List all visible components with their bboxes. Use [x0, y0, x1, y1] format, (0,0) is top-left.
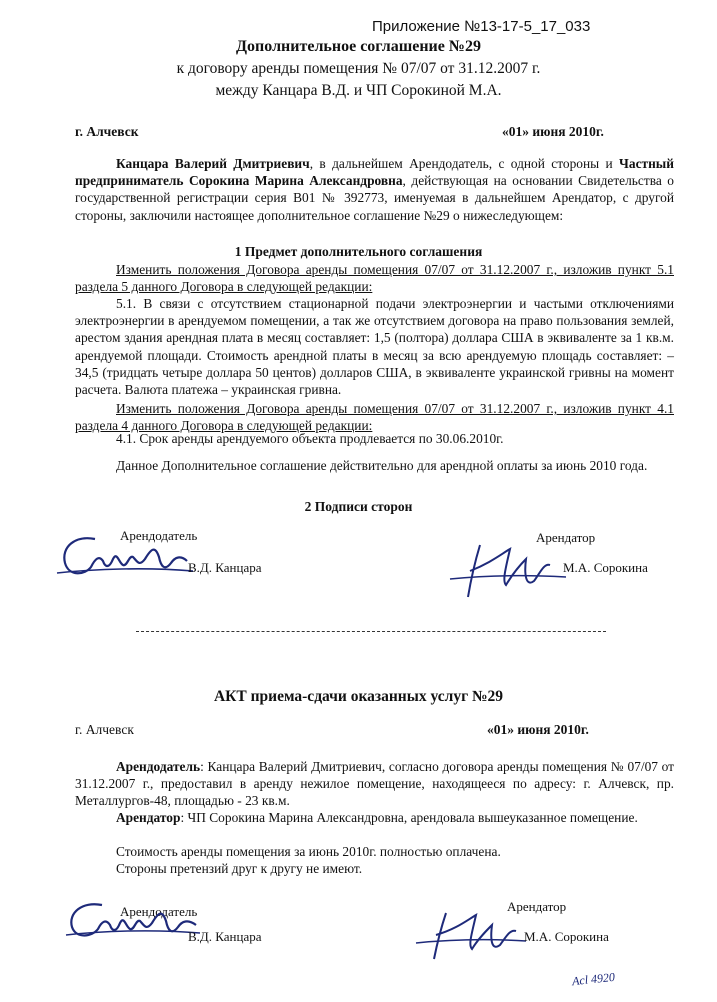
intro-text-2: , действующая на основании Свидетельства о государственной регистрации серия В01 № 392773, именуемая в дальнейшем Арендатор, с другой стороны, заключили настоящее дополнительное соглашение №29 о нижеследующем:	[75, 173, 675, 223]
agreement-subtitle-2: между Канцара В.Д. и ЧП Сорокиной М.А.	[215, 82, 502, 99]
agreement-city: г. Алчевск	[75, 124, 139, 139]
act-landlord-name: В.Д. Канцара	[188, 929, 262, 944]
clause-5-1: 5.1. В связи с отсутствием стационарной подачи электроэнергии и частыми отключениями электроэнергии в арендуемом помещении, а так же отсутствием договора на право пользования землей, арестом здания арендная плата в месяц составляет: 1,5 (полтора) доллара США в эквиваленте за 1 кв.м. арендуемой площади. Стоимость арендной платы в месяц за всю арендуемую площадь составляет: – 34,5 (тридцать четыре доллара 50 центов) долларов США, в эквиваленте украинской гривны на момент расчета. Валюта платежа – украинская гривна.	[75, 296, 674, 398]
act-landlord-label: Арендодатель	[116, 759, 201, 774]
intro-text-1: , в дальнейшем Арендодатель, с одной стороны и	[309, 156, 613, 171]
agreement-date: «01» июня 2010г.	[502, 124, 604, 139]
act-landlord-signature	[62, 895, 202, 955]
section-1-title: 1 Предмет дополнительного соглашения	[234, 244, 483, 259]
act-date: «01» июня 2010г.	[487, 722, 589, 737]
change-clause-2: Изменить положения Договора аренды помещения 07/07 от 31.12.2007 г., изложив пункт 4.1 раздела 4 данного Договора в следующей редакции:	[75, 401, 674, 434]
section-2-title: 2 Подписи сторон	[304, 499, 413, 514]
landlord-sign-label: Арендодатель	[120, 528, 198, 543]
tenant-signature	[440, 535, 570, 605]
act-tenant-name: М.А. Сорокина	[524, 929, 609, 944]
agreement-intro	[75, 155, 674, 224]
agreement-title: Дополнительное соглашение №29	[236, 38, 481, 55]
act-no-claims: Стороны претензий друг к другу не имеют.	[116, 861, 363, 876]
act-tenant-paragraph	[75, 809, 674, 826]
tenant-full-name: Частный предприниматель Сорокина Марина Александровна	[75, 156, 674, 189]
landlord-full-name: Канцара Валерий Дмитриевич	[116, 156, 310, 171]
act-tenant-signature	[410, 905, 530, 965]
agreement-subtitle-1: к договору аренды помещения № 07/07 от 31.12.2007 г.	[176, 60, 541, 77]
act-tenant-sign-label: Арендатор	[507, 899, 567, 914]
act-tenant-label: Арендатор	[116, 810, 181, 825]
clause-4-1: 4.1. Срок аренды арендуемого объекта продлевается по 30.06.2010г.	[116, 431, 504, 446]
act-landlord-text: : Канцара Валерий Дмитриевич, согласно договора аренды помещения № 07/07 от 31.12.2007 г., предоставил в аренду нежилое помещение, находящееся по адресу: г. Алчевск, пр. Металлургов-48, площадью - 23 кв.м.	[75, 759, 674, 809]
landlord-name: В.Д. Канцара	[188, 560, 262, 575]
act-paid-note: Стоимость аренды помещения за июнь 2010г. полностью оплачена.	[116, 844, 501, 859]
change-clause-1: Изменить положения Договора аренды помещения 07/07 от 31.12.2007 г., изложив пункт 5.1 раздела 5 данного Договора в следующей редакции:	[75, 262, 674, 295]
validity-note: Данное Дополнительное соглашение действительно для арендной оплаты за июнь 2010 года.	[116, 458, 648, 473]
tenant-sign-label: Арендатор	[536, 530, 596, 545]
tenant-name: М.А. Сорокина	[563, 560, 648, 575]
landlord-signature	[55, 527, 198, 597]
act-landlord-paragraph	[75, 758, 674, 810]
act-landlord-sign-label: Арендодатель	[120, 904, 198, 919]
dashed-divider	[136, 631, 606, 632]
act-city: г. Алчевск	[75, 722, 134, 737]
handwritten-note: Acl 4920	[571, 969, 616, 989]
act-title: АКТ приема-сдачи оказанных услуг №29	[213, 688, 504, 705]
attachment-number: Приложение №13-17-5_17_033	[372, 18, 591, 35]
act-tenant-text: : ЧП Сорокина Марина Александровна, арендовала вышеуказанное помещение.	[180, 810, 638, 825]
